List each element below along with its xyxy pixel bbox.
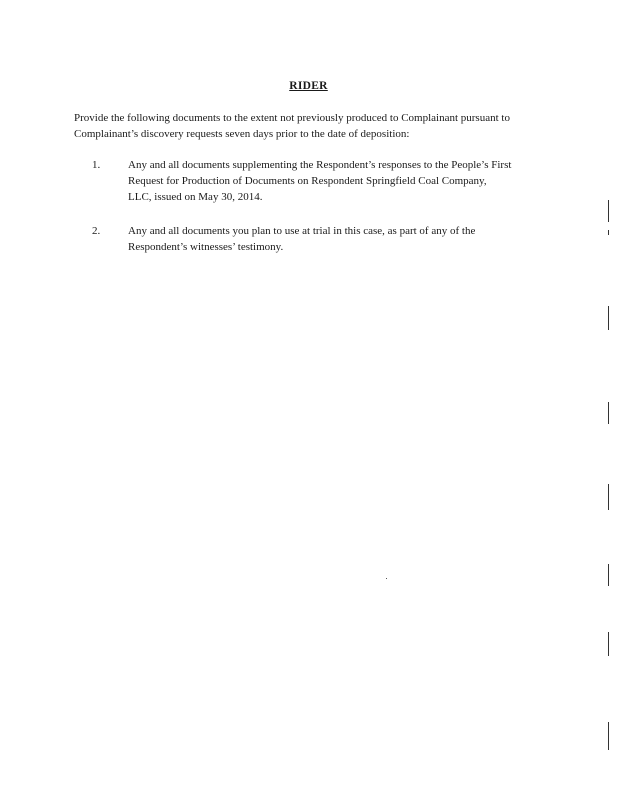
scan-artifact-mark <box>608 402 609 424</box>
list-item-text: Any and all documents supplementing the Respondent’s responses to the People’s First Request for Production of Documents on Respondent Springfield Coal Company, LLC, issued on May 30, 2014. <box>128 159 512 203</box>
scan-artifact-mark <box>608 564 609 586</box>
list-item <box>92 223 512 255</box>
scan-artifact-mark <box>608 722 609 750</box>
document-title: RIDER <box>289 80 328 92</box>
list-item-number: 1. <box>92 159 101 171</box>
scan-artifact-mark <box>608 200 609 222</box>
list-item-number: 2. <box>92 225 101 237</box>
list-item <box>92 157 512 205</box>
scan-artifact-mark <box>608 484 609 510</box>
scan-artifact-mark <box>608 306 609 330</box>
scan-artifact-mark <box>608 230 609 235</box>
scan-artifact-mark <box>608 632 609 656</box>
scan-artifact-dot <box>386 578 387 579</box>
intro-paragraph: Provide the following documents to the extent not previously produced to Complainant pursuant to Complainant’s discovery requests seven days prior to the date of deposition: <box>74 112 510 140</box>
list-item-text: Any and all documents you plan to use at trial in this case, as part of any of the Respondent’s witnesses’ testimony. <box>128 225 476 253</box>
